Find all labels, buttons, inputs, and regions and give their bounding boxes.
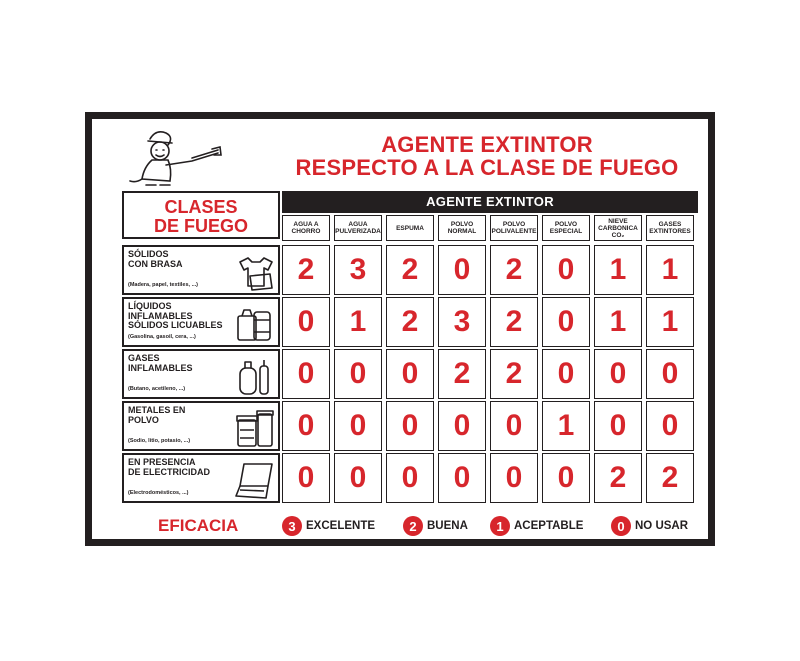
- rating-meaning: NO USAR: [635, 520, 689, 532]
- fire-class-label: [122, 297, 280, 347]
- classes-header-line-2: DE FUEGO: [153, 216, 248, 236]
- rating-cell: 0: [282, 297, 330, 347]
- classes-header-line-1: CLASES: [164, 197, 238, 217]
- column-header-line: POLVO: [450, 221, 474, 228]
- rating-cell: 0: [386, 453, 434, 503]
- rating-cell: 2: [386, 245, 434, 295]
- fire-class-title-line: SÓLIDOS LICUABLES: [128, 320, 223, 330]
- rating-cell: 2: [438, 349, 486, 399]
- column-header: [542, 215, 590, 241]
- column-header-line: POLVO: [554, 221, 578, 228]
- rating-cell: 1: [646, 297, 694, 347]
- rating-cell: 2: [490, 349, 538, 399]
- sign-title: [272, 133, 702, 179]
- fire-class-title-line: POLVO: [128, 414, 159, 425]
- laptop-icon: [234, 460, 274, 500]
- rating-cell: 2: [386, 297, 434, 347]
- rating-cell: 3: [438, 297, 486, 347]
- column-header-line: POLIVALENTE: [491, 228, 537, 235]
- rating-cell: 1: [646, 245, 694, 295]
- rating-cell: 3: [334, 245, 382, 295]
- legend: [122, 515, 708, 539]
- rating-cell: 1: [594, 297, 642, 347]
- rating-cell: 0: [646, 349, 694, 399]
- firefighter-mascot-icon: [122, 127, 222, 191]
- column-header-line: ESPUMA: [396, 224, 424, 232]
- rating-cell: 0: [646, 401, 694, 451]
- rating-cell: 0: [282, 349, 330, 399]
- fire-class-examples: (Sodio, litio, potasio, ...): [128, 438, 191, 444]
- legend-label: EFICACIA: [158, 516, 239, 535]
- rating-cell: 2: [282, 245, 330, 295]
- column-header-line: CO₂: [611, 231, 625, 239]
- fire-class-title-line: INFLAMABLES: [128, 362, 193, 373]
- fire-class-title-line: CON BRASA: [128, 258, 183, 269]
- rating-cell: 0: [334, 453, 382, 503]
- column-header: [594, 215, 642, 241]
- rating-cell: 0: [282, 401, 330, 451]
- fire-class-title-line: GASES: [128, 353, 160, 363]
- column-header-line: NORMAL: [447, 228, 477, 235]
- fire-class-title: [128, 250, 238, 269]
- column-header-line: CHORRO: [291, 228, 321, 235]
- fire-class-title-line: SÓLIDOS: [128, 249, 169, 259]
- fire-class-title-line: DE ELECTRICIDAD: [128, 466, 211, 477]
- column-header: [386, 215, 434, 241]
- fire-class-title: [128, 406, 238, 425]
- clothes-icon: [234, 252, 274, 292]
- rating-badge: 3: [282, 516, 302, 536]
- column-header-line: AGUA A: [293, 221, 319, 228]
- rating-cell: 0: [334, 349, 382, 399]
- legend-item: [490, 515, 583, 537]
- column-header-line: ESPECIAL: [549, 228, 583, 235]
- sign-panel: [92, 119, 708, 539]
- rating-cell: 2: [490, 245, 538, 295]
- fire-class-label: [122, 453, 280, 503]
- rating-meaning: BUENA: [427, 520, 468, 532]
- rating-cell: 2: [646, 453, 694, 503]
- column-header-line: POLVO: [502, 221, 526, 228]
- rating-cell: 0: [386, 349, 434, 399]
- title-line-1: AGENTE EXTINTOR: [381, 132, 593, 157]
- fire-extinguisher-sign: [85, 112, 715, 546]
- fire-class-title-line: LÍQUIDOS INFLAMABLES: [128, 301, 193, 321]
- title-line-2: RESPECTO A LA CLASE DE FUEGO: [295, 155, 679, 180]
- fuel-can-icon: [234, 304, 274, 344]
- rating-cell: 2: [490, 297, 538, 347]
- rating-cell: 0: [542, 349, 590, 399]
- rating-cell: 0: [490, 453, 538, 503]
- rating-cell: 0: [438, 453, 486, 503]
- legend-item: [282, 515, 375, 537]
- column-header: [438, 215, 486, 241]
- rating-badge: 2: [403, 516, 423, 536]
- rating-cell: 1: [594, 245, 642, 295]
- fire-class-examples: (Madera, papel, textiles, ...): [128, 282, 198, 288]
- column-header-line: EXTINTORES: [649, 228, 691, 235]
- fire-class-label: [122, 349, 280, 399]
- rating-badge: 0: [611, 516, 631, 536]
- rating-cell: 0: [282, 453, 330, 503]
- fire-class-title-line: METALES EN: [128, 405, 186, 415]
- fire-class-examples: (Butano, acetileno, ...): [128, 386, 186, 392]
- column-header: [490, 215, 538, 241]
- column-header: [282, 215, 330, 241]
- agent-header: AGENTE EXTINTOR: [282, 191, 698, 213]
- rating-cell: 1: [334, 297, 382, 347]
- rating-cell: 0: [594, 349, 642, 399]
- fire-class-examples: (Gasolina, gasoil, cera, ...): [128, 334, 196, 340]
- rating-cell: 0: [542, 245, 590, 295]
- fire-class-examples: (Electrodomésticos, ...): [128, 490, 189, 496]
- rating-cell: 0: [438, 401, 486, 451]
- column-header: [334, 215, 382, 241]
- rating-meaning: EXCELENTE: [306, 520, 376, 532]
- rating-meaning: ACEPTABLE: [514, 520, 584, 532]
- rating-cell: 0: [542, 453, 590, 503]
- rating-badge: 1: [490, 516, 510, 536]
- fire-class-label: [122, 245, 280, 295]
- fire-class-title: [128, 302, 238, 331]
- column-header-line: AGUA: [348, 221, 368, 228]
- column-header-line: NIEVE: [608, 217, 628, 225]
- rating-cell: 0: [542, 297, 590, 347]
- column-header: [646, 215, 694, 241]
- rating-cell: 0: [594, 401, 642, 451]
- rating-cell: 1: [542, 401, 590, 451]
- gas-bottle-icon: [234, 356, 274, 396]
- fire-class-label: [122, 401, 280, 451]
- fire-class-title-line: EN PRESENCIA: [128, 457, 196, 467]
- rating-cell: 0: [386, 401, 434, 451]
- metal-jars-icon: [234, 408, 274, 448]
- extinguisher-table: [122, 191, 698, 507]
- rating-cell: 0: [438, 245, 486, 295]
- legend-item: [611, 515, 688, 537]
- rating-cell: 2: [594, 453, 642, 503]
- fire-class-title: [128, 354, 238, 373]
- column-header-line: GASES: [658, 221, 682, 228]
- rating-cell: 0: [334, 401, 382, 451]
- column-header-line: CARBONICA: [598, 224, 638, 232]
- column-header-line: PULVERIZADA: [335, 228, 381, 235]
- fire-class-title: [128, 458, 238, 477]
- legend-item: [403, 515, 468, 537]
- rating-cell: 0: [490, 401, 538, 451]
- classes-header: [122, 191, 280, 239]
